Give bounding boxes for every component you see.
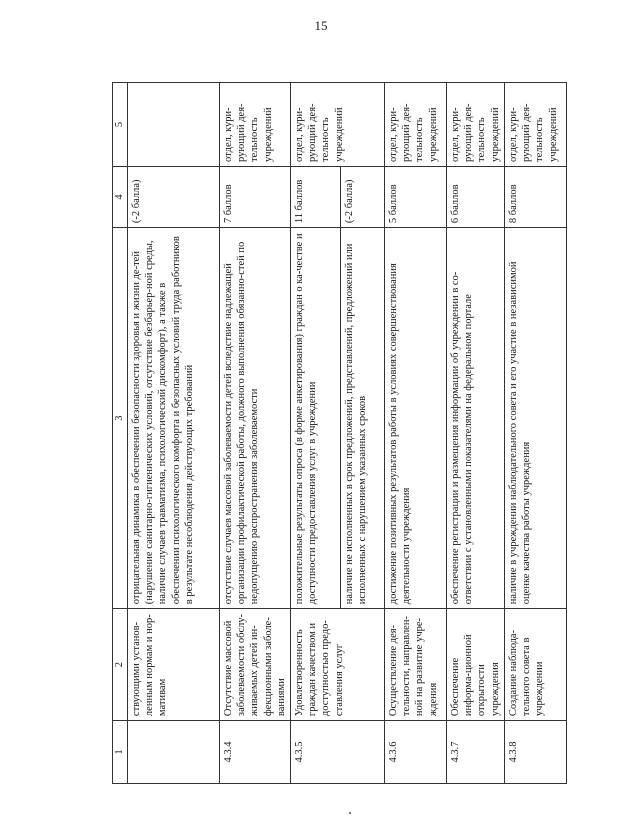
responsible-department: отдел, кури-рующий дея-тельность учреждений <box>291 83 385 167</box>
header-cell-3: 3 <box>113 228 128 609</box>
criterion-description: наличие не исполненных в срок предложений, представлений, предложений или исполненных с нарушением указанных сроков <box>341 228 385 609</box>
criterion-description: отсутствие случаев массовой заболеваемости детей вследствие надлежащей организации профилактической работы, должного выполнения обязанно-стей по недопущению распространения заболеваемости <box>220 228 291 609</box>
criterion-score: (-2 балла) <box>128 166 220 227</box>
table-row <box>128 83 220 784</box>
criterion-name: Отсутствие массовой заболеваемости обслу-живаемых детей ин-фекционными заболе-ваниями <box>220 609 291 721</box>
criterion-name: Создание наблюда-тельного совета в учреждении <box>505 609 567 721</box>
header-cell-4: 4 <box>113 166 128 227</box>
responsible-department: отдел, кури-рующий дея-тельность учреждений <box>447 83 505 167</box>
row-number: 4.3.5 <box>291 721 385 784</box>
responsible-department: отдел, кури-рующий дея-тельность учреждений <box>385 83 447 167</box>
criterion-score: 5 баллов <box>385 166 447 227</box>
responsible-department: отдел, кури-рующий дея-тельность учреждений <box>505 83 567 167</box>
table-row <box>385 83 447 784</box>
header-cell-2: 2 <box>113 609 128 721</box>
criterion-name: ствующими установ-ленным нормам и нор-мативам <box>128 609 220 721</box>
criterion-score: 7 баллов <box>220 166 291 227</box>
table-row <box>447 83 505 784</box>
table-row <box>505 83 567 784</box>
criterion-description: положительные результаты опроса (в форме анкетирования) граждан о ка-честве и доступности предоставления услуг в учреждении <box>291 228 341 609</box>
criterion-description: отрицательная динамика в обеспечении безопасности здоровья и жизни де-тей (нарушение санитарно-гигиенических условий, отсутствие безбарьер-ной среды, наличие случаев травматизма, психологический дискомфорт), а также в обеспечении психологического комфорта и безопасных условий труда работников в результате несоблюдения действующих требований <box>128 228 220 609</box>
criterion-description: наличие в учреждении наблюдательного совета и его участие в независимой оценке качества работы учреждения <box>505 228 567 609</box>
criterion-score: 11 баллов <box>291 166 341 227</box>
row-number: 4.3.7 <box>447 721 505 784</box>
row-number: 4.3.6 <box>385 721 447 784</box>
criterion-name: Удовлетворенность граждан качеством и доступностью предо-ставления услуг <box>291 609 385 721</box>
row-number: 4.3.4 <box>220 721 291 784</box>
table-header-row <box>113 83 128 784</box>
criterion-description: обеспечение регистрации и размещения информации об учреждении в со-ответствии с установленными показателями на федеральном портале <box>447 228 505 609</box>
header-cell-1: 1 <box>113 721 128 784</box>
table-row <box>291 83 341 784</box>
criterion-score: (-2 балла) <box>341 166 385 227</box>
table-row <box>220 83 291 784</box>
criterion-name: Обеспечение информа-ционной открытости учреждения <box>447 609 505 721</box>
criteria-table <box>112 82 567 784</box>
row-number: 4.3.8 <box>505 721 567 784</box>
responsible-department: отдел, кури-рующий дея-тельность учреждений <box>220 83 291 167</box>
criterion-name: Осуществление дея-тельности, направлен-ной на развитие учре-ждения <box>385 609 447 721</box>
responsible-department <box>128 83 220 167</box>
rotated-table-wrapper <box>112 82 562 784</box>
page-number: 15 <box>314 18 328 33</box>
header-cell-5: 5 <box>113 83 128 167</box>
scan-dot <box>349 812 351 814</box>
criterion-description: достижение позитивных результатов работы в условиях совершенствования деятельности учреждения <box>385 228 447 609</box>
criterion-score: 8 баллов <box>505 166 567 227</box>
row-number <box>128 721 220 784</box>
criterion-score: 6 баллов <box>447 166 505 227</box>
